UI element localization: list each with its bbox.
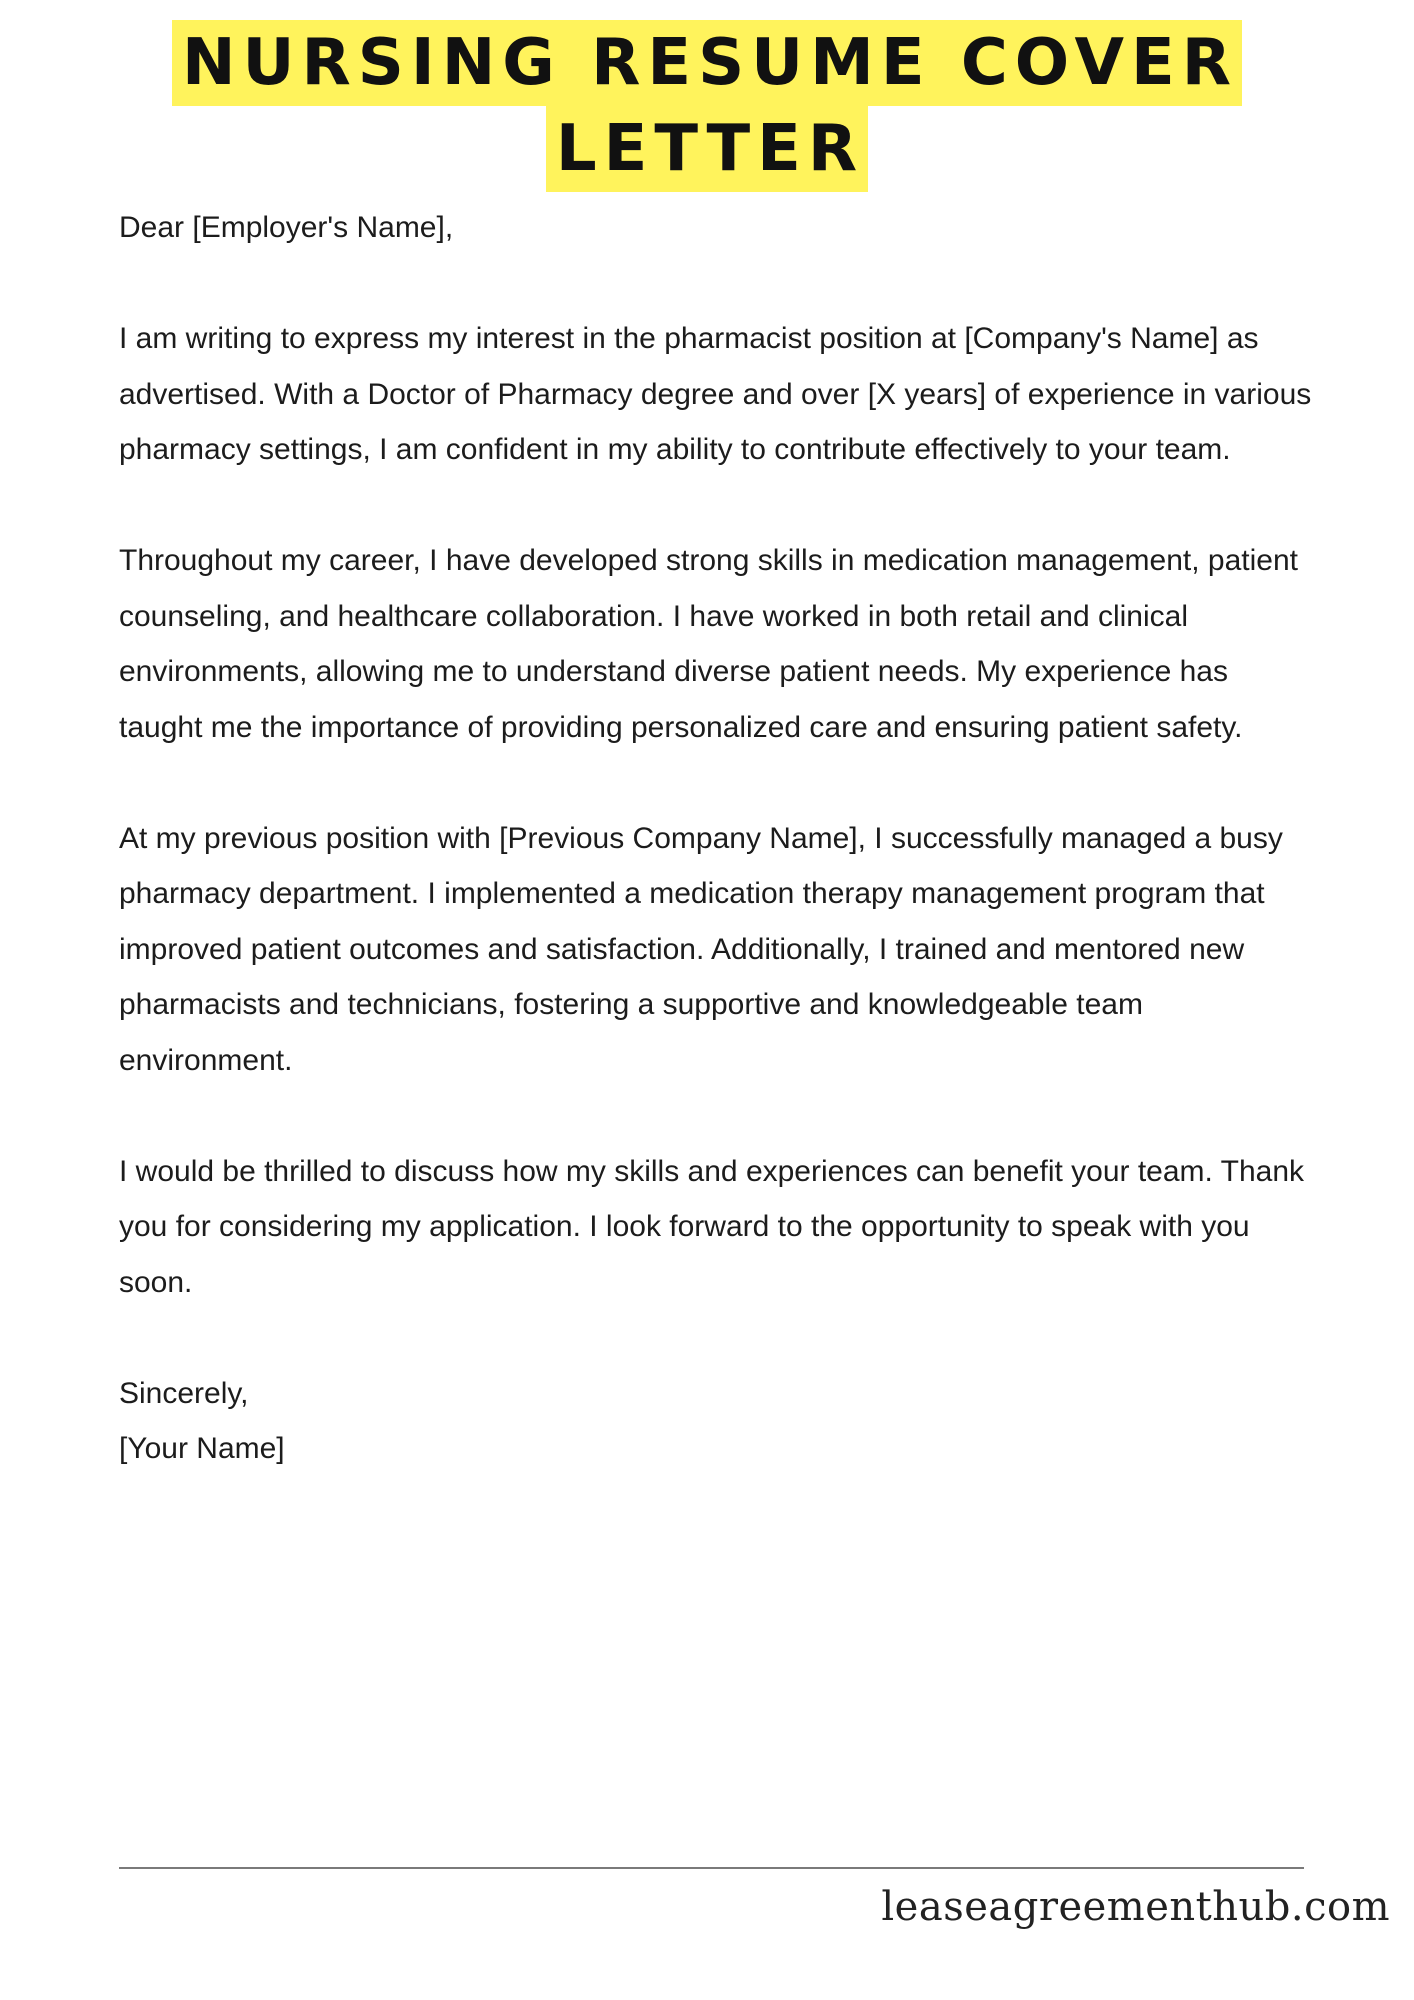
salutation: Dear [Employer's Name], (119, 211, 454, 244)
title-line-2: LETTER (546, 106, 868, 192)
footer-divider (119, 1867, 1304, 1869)
letter-body (119, 200, 1319, 1477)
signature: [Your Name] (119, 1432, 285, 1465)
paragraph-2: Throughout my career, I have developed strong skills in medication management, patient counseling, and healthcare collaboration. I have worked in both retail and clinical environments, allowing me to understand diverse patient needs. My experience has taught me the importance of providing personalized care and ensuring patient safety. (119, 544, 1298, 744)
title-line-1: NURSING RESUME COVER (172, 20, 1242, 106)
document-title (0, 20, 1414, 192)
paragraph-1: I am writing to express my interest in the pharmacist position at [Company's Name] as advertised. With a Doctor of Pharmacy degree and over [X years] of experience in various pharmacy settings, I am confident in my ability to contribute effectively to your team. (119, 322, 1312, 466)
closing: Sincerely, (119, 1376, 249, 1410)
paragraph-3: At my previous position with [Previous Company Name], I successfully managed a busy pharmacy department. I implemented a medication therapy management program that improved patient outcomes and satisfaction. Additionally, I trained and mentored new pharmacists and technicians, fostering a supportive and knowledgeable team environment. (119, 821, 1283, 1077)
footer-site-name: leaseagreementhub.com (881, 1884, 1390, 1930)
paragraph-4: I would be thrilled to discuss how my skills and experiences can benefit your team. Thank you for considering my application. I look forward to the opportunity to speak with you soon. (119, 1154, 1305, 1299)
